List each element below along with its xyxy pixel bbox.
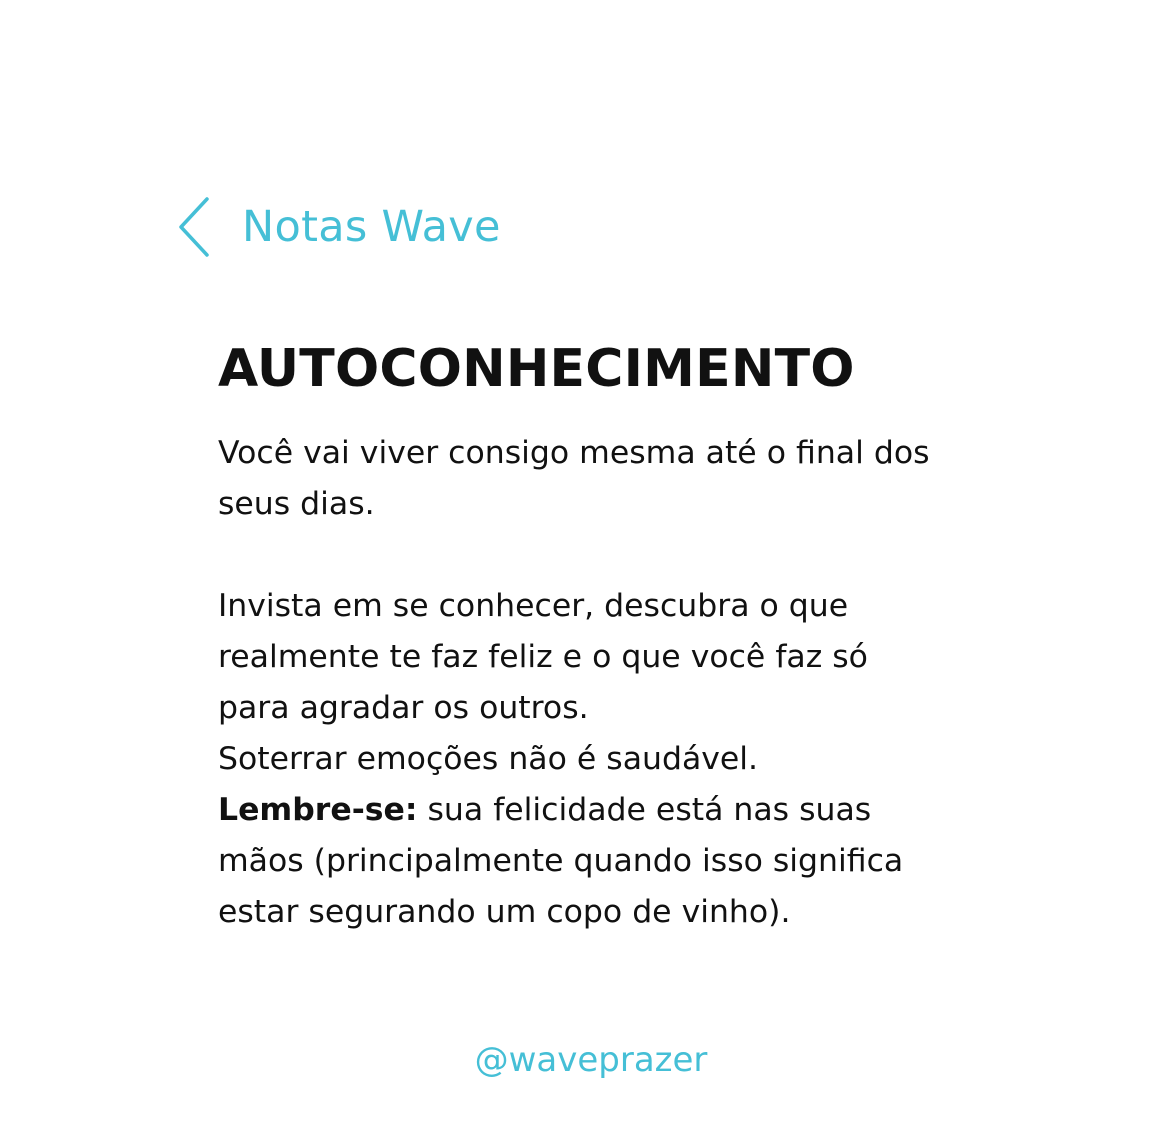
social-handle: @waveprazer — [474, 1040, 708, 1080]
back-button-label: Notas Wave — [242, 201, 501, 252]
reminder-text: sua felicidade está nas suas mãos (principalmente quando isso significa estar segurando um copo de vinho). — [218, 792, 904, 930]
note-paragraph: Você vai viver consigo mesma até o final dos seus dias. — [218, 435, 930, 522]
note-body — [218, 428, 938, 938]
note-paragraph: Invista em se conhecer, descubra o que realmente te faz feliz e o que você faz só para agradar os outros. — [218, 588, 868, 726]
note-paragraph: Soterrar emoções não é saudável. — [218, 741, 759, 777]
paragraph-spacer — [218, 530, 938, 581]
note-title: AUTOCONHECIMENTO — [218, 339, 855, 399]
chevron-left-icon — [176, 196, 212, 258]
back-button[interactable] — [176, 196, 501, 258]
reminder-label: Lembre-se: — [218, 792, 418, 828]
reminder-paragraph — [218, 785, 938, 938]
